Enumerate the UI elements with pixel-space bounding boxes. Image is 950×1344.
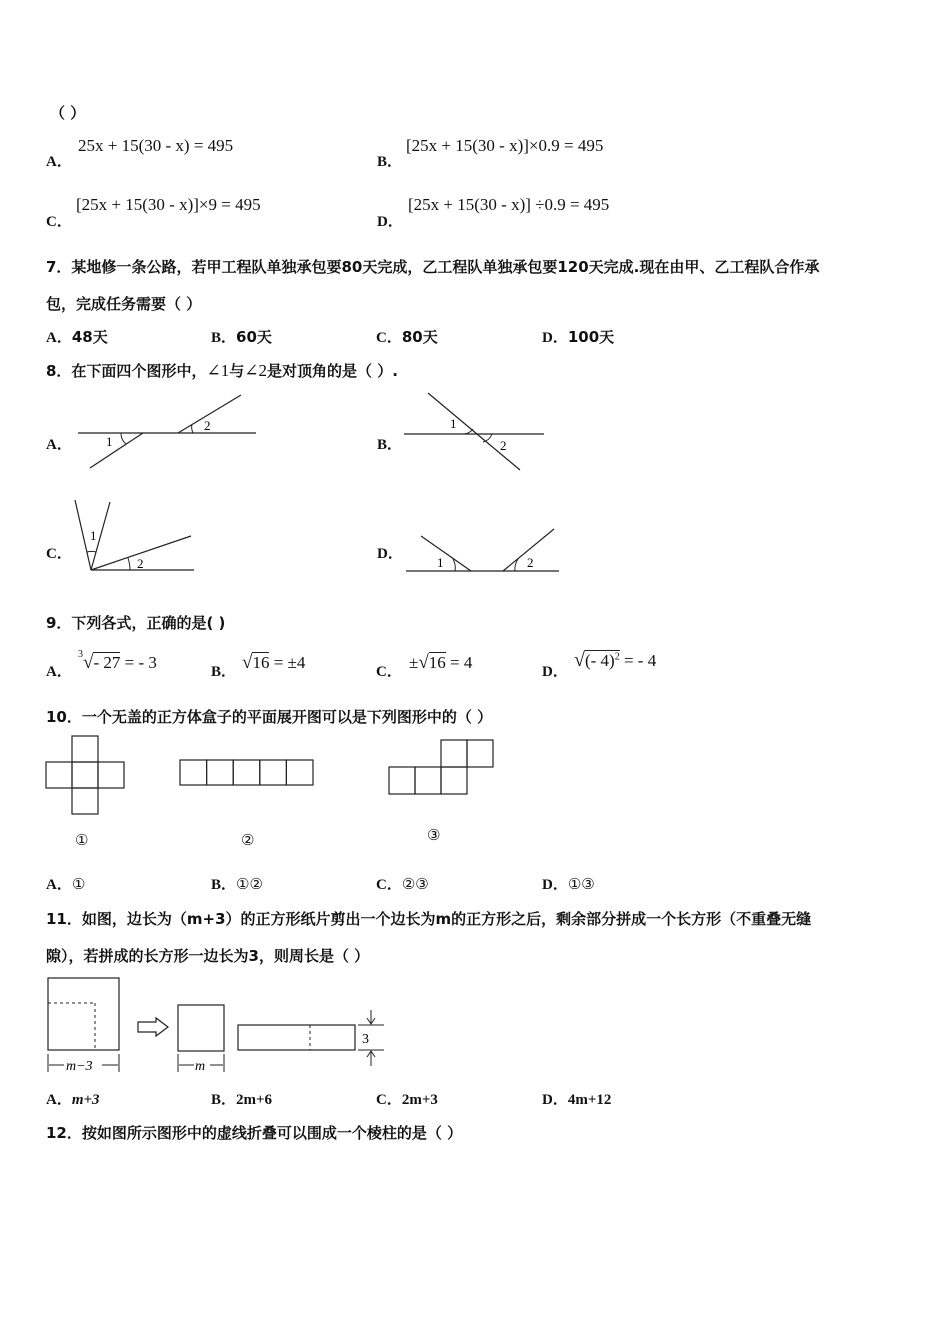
q11-label-m: m	[195, 1059, 206, 1074]
q8-figure-b	[402, 390, 548, 474]
q7-option-d	[542, 326, 614, 347]
q8-stem-post: 是对顶角的是（ ）.	[266, 362, 398, 380]
q8-option-d-label: D．	[377, 546, 403, 562]
q8-stem	[46, 360, 398, 381]
q10-option-d-value: ①③	[567, 875, 595, 893]
q11-long-rectangle	[238, 1025, 355, 1050]
q8-b-diagonal-line	[428, 393, 520, 470]
q6-option-c-label: C．	[46, 214, 72, 230]
q8-angle-1: ∠1	[206, 361, 230, 380]
q11-option-a	[46, 1088, 100, 1109]
q11-option-a-value: m+3	[71, 1092, 100, 1108]
q8-figure-d	[403, 525, 563, 577]
q8-d-left-line	[421, 536, 471, 571]
q7-option-b-label: B．	[211, 330, 237, 346]
q12-stem: 12．按如图所示图形中的虚线折叠可以围成一个棱柱的是（ ）	[46, 1124, 463, 1142]
q11-option-c-value: 2m+3	[401, 1092, 438, 1108]
q10-net-3	[387, 738, 497, 796]
q10-option-b-label: B．	[211, 877, 237, 893]
q6-tail: （ ）	[50, 104, 86, 122]
q9-option-a-label: A．	[46, 664, 72, 680]
q8-option-b-label: B．	[377, 437, 403, 453]
q11-option-b-label: B．	[211, 1092, 237, 1108]
q7-option-a	[46, 326, 108, 347]
q11-label-m-minus-3: m−3	[66, 1059, 93, 1074]
q6-option-b-formula: [25x + 15(30 - x)]×0.9 = 495	[406, 136, 604, 155]
q6-option-d-label: D．	[377, 214, 403, 230]
q7-option-d-value: 100天	[567, 328, 615, 346]
q8-d-label-1: 1	[437, 555, 444, 570]
q7-option-b	[211, 326, 272, 347]
q11-option-b	[211, 1088, 272, 1109]
q11-option-d-label: D．	[542, 1092, 568, 1108]
q8-a-label-2: 2	[204, 418, 211, 433]
q8-c-label-2: 2	[137, 556, 144, 571]
q11-stem-line2: 隙），若拼成的长方形一边长为3，则周长是（ ）	[46, 947, 370, 965]
q8-figure-a	[78, 392, 260, 472]
q9-c-rhs: = 4	[450, 653, 473, 672]
q11-big-square	[48, 978, 119, 1050]
q9-option-b-label: B．	[211, 664, 237, 680]
q9-c-prefix: ±	[409, 653, 419, 672]
q11-figure	[44, 974, 389, 1074]
q9-option-c-label: C．	[376, 664, 402, 680]
q8-option-a-label: A．	[46, 437, 72, 453]
q7-option-a-label: A．	[46, 330, 72, 346]
q11-label-3: 3	[362, 1032, 369, 1047]
q9-option-b-expr: √16 = ±4	[242, 652, 306, 673]
q10-figure-label-2: ②	[241, 831, 255, 849]
q11-option-c	[376, 1088, 438, 1109]
q10-figure-label-1: ①	[75, 831, 89, 849]
q9-option-c-expr: ±√16 = 4	[409, 652, 473, 673]
q11-option-c-label: C．	[376, 1092, 402, 1108]
q9-stem: 9．下列各式，正确的是( )	[46, 614, 226, 632]
q7-option-b-value: 60天	[236, 328, 272, 346]
q7-option-c-label: C．	[376, 330, 402, 346]
q9-a-radicand: - 27	[93, 653, 121, 672]
q9-a-root-index: 3	[78, 649, 83, 661]
q11-option-d-value: 4m+12	[567, 1092, 612, 1108]
q8-d-label-2: 2	[527, 555, 534, 570]
q11-option-a-label: A．	[46, 1092, 72, 1108]
q10-option-c	[376, 873, 429, 894]
q10-stem: 10．一个无盖的正方体盒子的平面展开图可以是下列图形中的（ ）	[46, 708, 493, 726]
q6-option-d-formula: [25x + 15(30 - x)] ÷0.9 = 495	[408, 195, 610, 214]
q8-figure-c	[70, 498, 198, 576]
q9-option-d-label: D．	[542, 664, 568, 680]
q9-b-radicand: 16	[252, 653, 270, 672]
q9-b-rhs: = ±4	[273, 653, 306, 672]
q8-a-arc-2	[192, 424, 193, 433]
q8-c-label-1: 1	[90, 528, 97, 543]
q10-net-1	[44, 734, 128, 818]
q9-d-radicand: (- 4)	[584, 651, 615, 670]
q11-option-b-value: 2m+6	[236, 1092, 273, 1108]
q7-stem-line1: 7．某地修一条公路，若甲工程队单独承包要80天完成，乙工程队单独承包要120天完成.现在由甲、乙工程队合作承	[46, 258, 820, 276]
q8-c-arc-2	[128, 558, 130, 570]
q8-stem-pre: 8．在下面四个图形中，	[46, 362, 207, 380]
q8-b-label-1: 1	[450, 416, 457, 431]
q7-option-c-value: 80天	[401, 328, 438, 346]
q10-figure-label-3: ③	[427, 826, 441, 844]
q8-d-arc-1	[453, 559, 455, 571]
q7-option-c	[376, 326, 438, 347]
q11-small-square	[178, 1005, 224, 1051]
q9-d-exponent: 2	[614, 651, 620, 663]
q8-c-left-line	[75, 500, 91, 570]
q9-a-rhs: = - 3	[124, 653, 157, 672]
q11-option-d	[542, 1088, 611, 1109]
q11-arrow-icon	[138, 1018, 168, 1036]
q8-stem-mid: 与	[229, 362, 245, 380]
q8-angle-2: ∠2	[244, 361, 267, 380]
q10-option-d-label: D．	[542, 877, 568, 893]
q6-option-a-label: A．	[46, 154, 72, 170]
q8-c-arc-1	[87, 551, 96, 552]
q8-a-arc-1	[121, 433, 126, 444]
q7-option-a-value: 48天	[71, 328, 108, 346]
q8-option-c-label: C．	[46, 546, 72, 562]
q9-option-d-expr: √(- 4)$^2$ = - 4	[574, 649, 657, 671]
q10-option-b-value: ①②	[236, 875, 263, 893]
q6-option-a-formula: 25x + 15(30 - x) = 495	[78, 136, 234, 155]
q10-option-a-value: ①	[71, 875, 86, 893]
q9-c-radicand: 16	[428, 653, 446, 672]
q10-net-2	[178, 758, 316, 788]
q8-b-label-2: 2	[500, 438, 507, 453]
q9-option-a-expr: $^3$√- 27 = - 3	[78, 649, 157, 673]
q10-option-c-value: ②③	[401, 875, 429, 893]
q7-stem-line2: 包，完成任务需要（ ）	[46, 295, 202, 313]
q10-option-c-label: C．	[376, 877, 402, 893]
q11-stem-line1: 11．如图，边长为（m+3）的正方形纸片剪出一个边长为m的正方形之后，剩余部分拼成一个长方形（不重叠无缝	[46, 910, 812, 928]
q8-a-label-1: 1	[106, 434, 113, 449]
q6-option-c-formula: [25x + 15(30 - x)]×9 = 495	[76, 195, 261, 214]
q10-option-a-label: A．	[46, 877, 72, 893]
q7-option-d-label: D．	[542, 330, 568, 346]
q10-option-a	[46, 873, 85, 894]
q9-d-rhs: = - 4	[623, 651, 657, 670]
q8-a-left-line	[90, 433, 143, 468]
q10-option-b	[211, 873, 263, 894]
q6-option-b-label: B．	[377, 154, 403, 170]
q10-option-d	[542, 873, 595, 894]
